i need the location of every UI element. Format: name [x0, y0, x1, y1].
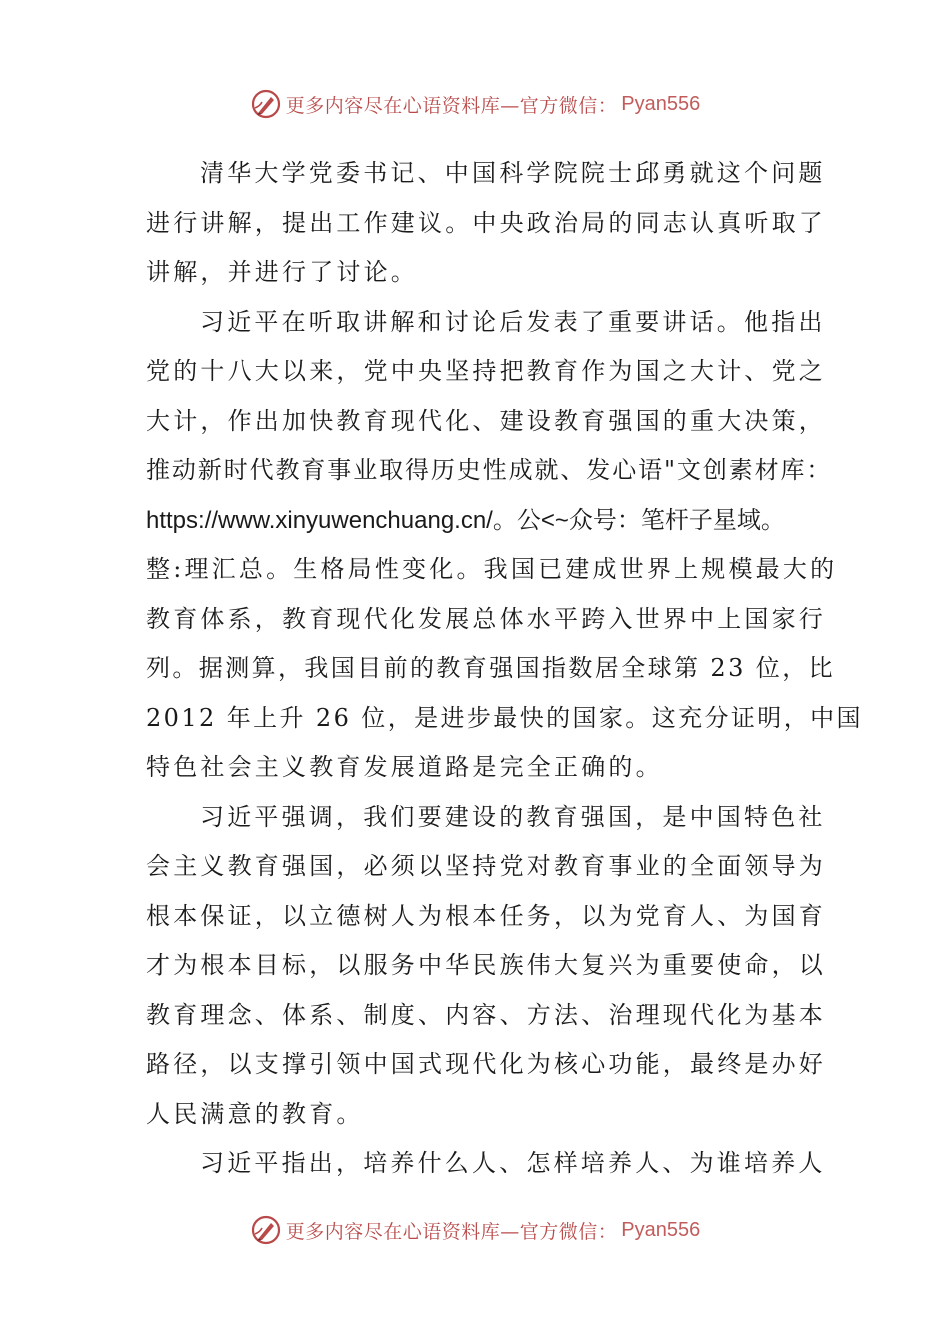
paragraph-2-cont — [146, 347, 863, 793]
paragraph-3-cont — [146, 842, 826, 1139]
text-line: 才为根本目标，以服务中华民族伟大复兴为重要使命，以 — [146, 951, 826, 979]
text-line: 习近平指出，培养什么人、怎样培养人、为谁培养人 — [200, 1149, 826, 1177]
text-line: 列。据测算，我国目前的教育强国指数居全球第 23 位，比 — [146, 654, 835, 682]
paragraph-2 — [146, 298, 826, 348]
header-banner-handle: Pyan556 — [621, 92, 701, 115]
text-line: 会主义教育强国，必须以坚持党对教育事业的全面领导为 — [146, 852, 826, 880]
text-line: 整:理汇总。生格局性变化。我国已建成世界上规模最大的 — [146, 555, 838, 583]
header-banner-text: 更多内容尽在心语资料库—官方微信： — [285, 94, 618, 117]
text-line: 习近平在听取讲解和讨论后发表了重要讲话。他指出 — [200, 307, 826, 336]
footer-banner — [0, 1210, 950, 1250]
paragraph-4 — [146, 1139, 826, 1189]
text-line: 习近平强调，我们要建设的教育强国，是中国特色社 — [200, 802, 826, 831]
header-banner — [0, 84, 950, 124]
text-line: 教育理念、体系、制度、内容、方法、治理现代化为基本 — [146, 1000, 826, 1029]
text-line: 党的十八大以来，党中央坚持把教育作为国之大计、党之 — [146, 357, 826, 385]
text-line: 清华大学党委书记、中国科学院院士邱勇就这个问题 — [200, 159, 826, 187]
text-line: 特色社会主义教育发展道路是完全正确的。 — [146, 753, 663, 781]
text-line: 人民满意的教育。 — [146, 1099, 364, 1128]
text-line: 讲解，并进行了讨论。 — [146, 258, 418, 286]
text-line: 路径，以支撑引领中国式现代化为核心功能，最终是办好 — [146, 1050, 826, 1078]
paragraph-3 — [146, 793, 826, 843]
paragraph-1 — [146, 149, 826, 199]
paragraph-1-cont — [146, 199, 826, 298]
text-line: 教育体系，教育现代化发展总体水平跨入世界中上国家行 — [146, 604, 826, 633]
pen-logo-icon — [250, 1214, 282, 1246]
text-line: 进行讲解，提出工作建议。中央政治局的同志认真听取了 — [146, 208, 826, 237]
footer-banner-handle: Pyan556 — [621, 1218, 701, 1241]
text-line: 大计，作出加快教育现代化、建设教育强国的重大决策， — [146, 406, 826, 435]
text-line-url: https://www.xinyuwenchuang.cn/。公<~众号：笔杆子星域。 — [146, 506, 785, 534]
document-body — [146, 149, 863, 1189]
text-line: 推动新时代教育事业取得历史性成就、发心语"文创素材库： — [146, 456, 833, 484]
pen-logo-icon — [250, 88, 282, 120]
text-line: 2012 年上升 26 位，是进步最快的国家。这充分证明，中国 — [146, 703, 863, 732]
footer-banner-text: 更多内容尽在心语资料库—官方微信： — [285, 1220, 618, 1243]
text-line: 根本保证，以立德树人为根本任务，以为党育人、为国育 — [146, 901, 826, 930]
